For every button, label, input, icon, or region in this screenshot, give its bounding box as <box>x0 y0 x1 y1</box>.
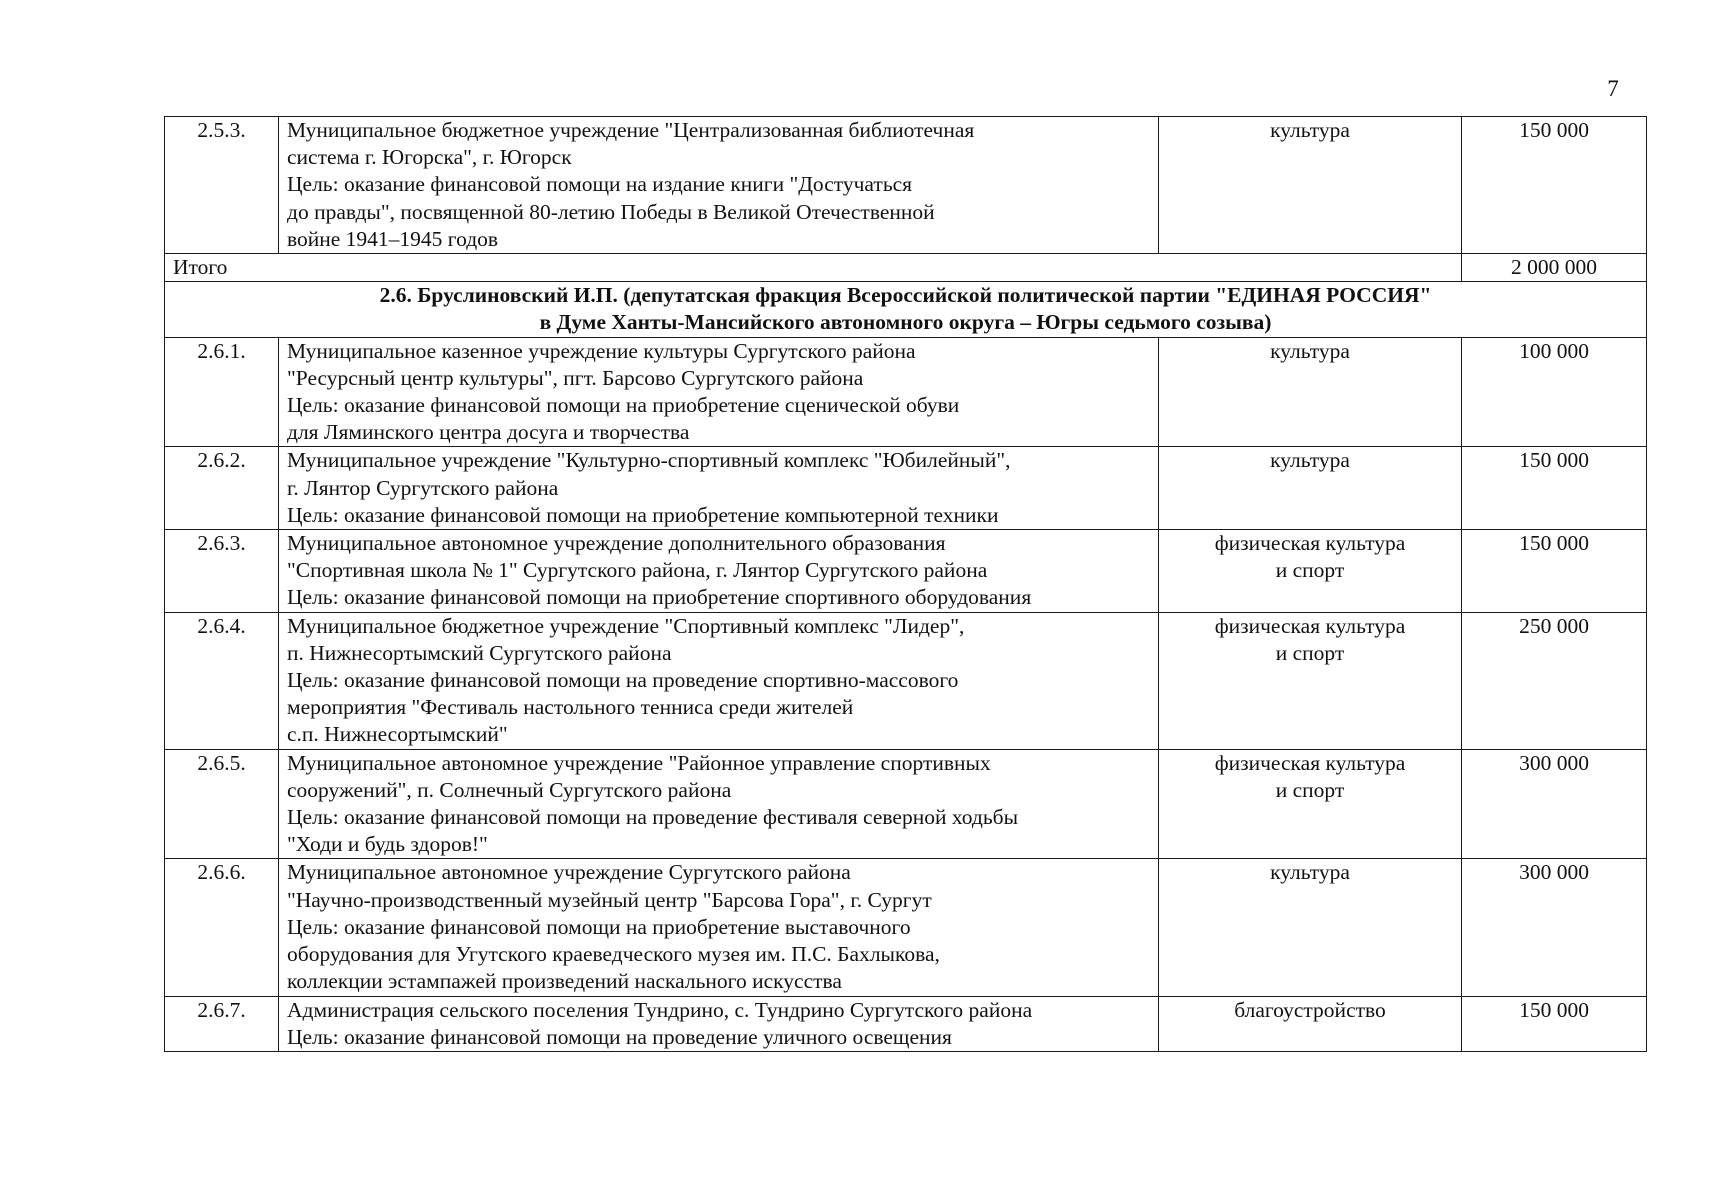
description-line: мероприятия "Фестиваль настольного тенниса среди жителей <box>287 695 854 720</box>
row-description <box>279 749 1159 859</box>
area-line: благоустройство <box>1234 997 1386 1022</box>
total-label: Итого <box>165 254 1462 282</box>
row-description <box>279 447 1159 530</box>
description-line: "Спортивная школа № 1" Сургутского района, г. Лянтор Сургутского района <box>287 558 988 583</box>
area-line: культура <box>1270 118 1350 142</box>
row-number: 2.6.6. <box>165 859 279 996</box>
row-sum: 300 000 <box>1462 859 1647 996</box>
row-description <box>279 996 1159 1051</box>
section-title-line: 2.6. Бруслиновский И.П. (депутатская фракция Всероссийской политической партии "ЕДИНАЯ РОССИЯ" <box>379 283 1432 308</box>
row-sum: 300 000 <box>1462 749 1647 859</box>
description-line: г. Лянтор Сургутского района <box>287 475 559 500</box>
description-line: Муниципальное автономное учреждение "Районное управление спортивных <box>287 750 991 775</box>
row-sum: 150 000 <box>1462 447 1647 530</box>
row-number: 2.6.5. <box>165 749 279 859</box>
row-area <box>1159 749 1462 859</box>
page-number: 7 <box>1607 76 1619 101</box>
description-line: сооружений", п. Солнечный Сургутского района <box>287 777 732 802</box>
area-line: и спорт <box>1275 640 1345 665</box>
table-row <box>165 117 1647 254</box>
row-sum: 250 000 <box>1462 612 1647 749</box>
row-description <box>279 530 1159 613</box>
row-number: 2.5.3. <box>165 117 279 254</box>
description-line: Администрация сельского поселения Тундрино, с. Тундрино Сургутского района <box>287 997 1033 1022</box>
area-line: физическая культура <box>1214 750 1406 775</box>
total-sum: 2 000 000 <box>1462 254 1647 282</box>
description-line: Муниципальное бюджетное учреждение "Спортивный комплекс "Лидер", <box>287 613 965 638</box>
row-area <box>1159 117 1462 254</box>
area-line: культура <box>1270 448 1350 473</box>
description-line: Муниципальное бюджетное учреждение "Централизованная библиотечная <box>287 118 975 142</box>
description-line: Цель: оказание финансовой помощи на приобретение сценической обуви <box>287 393 960 418</box>
description-line: Цель: оказание финансовой помощи на приобретение компьютерной техники <box>287 502 999 527</box>
grants-table-body <box>165 117 1647 1052</box>
row-sum: 150 000 <box>1462 996 1647 1051</box>
description-line: "Ресурсный центр культуры", пгт. Барсово Сургутского района <box>287 365 864 390</box>
row-number: 2.6.3. <box>165 530 279 613</box>
description-line: Цель: оказание финансовой помощи на проведение фестиваля северной ходьбы <box>287 805 1019 830</box>
row-description <box>279 337 1159 447</box>
description-line: оборудования для Угутского краеведческого музея им. П.С. Бахлыкова, <box>287 942 940 967</box>
description-line: коллекции эстампажей произведений наскального искусства <box>287 969 842 994</box>
row-description <box>279 117 1159 254</box>
area-line: и спорт <box>1275 777 1345 802</box>
area-line: физическая культура <box>1214 613 1406 638</box>
description-line: Цель: оказание финансовой помощи на проведение спортивно-массового <box>287 668 959 693</box>
area-line: культура <box>1270 860 1350 885</box>
description-line: "Ходи и будь здоров!" <box>287 832 488 857</box>
row-number: 2.6.2. <box>165 447 279 530</box>
description-line: "Научно-производственный музейный центр "Барсова Гора", г. Сургут <box>287 887 932 912</box>
row-area <box>1159 447 1462 530</box>
table-row <box>165 530 1647 613</box>
row-area <box>1159 337 1462 447</box>
description-line: с.п. Нижнесортымский" <box>287 722 508 747</box>
description-line: Цель: оказание финансовой помощи на приобретение спортивного оборудования <box>287 585 1032 610</box>
description-line: Муниципальное казенное учреждение культуры Сургутского района <box>287 338 916 363</box>
row-description <box>279 859 1159 996</box>
area-line: культура <box>1270 338 1350 363</box>
section-title <box>165 282 1647 337</box>
table-row <box>165 612 1647 749</box>
table-row <box>165 447 1647 530</box>
description-line: для Ляминского центра досуга и творчества <box>287 420 690 445</box>
row-sum: 150 000 <box>1462 530 1647 613</box>
row-number: 2.6.1. <box>165 337 279 447</box>
description-line: Цель: оказание финансовой помощи на издание книги "Достучаться <box>287 172 913 197</box>
table-row <box>165 996 1647 1051</box>
grants-table <box>164 116 1647 1052</box>
description-line: войне 1941–1945 годов <box>287 226 499 251</box>
table-row <box>165 749 1647 859</box>
description-line: Муниципальное учреждение "Культурно-спортивный комплекс "Юбилейный", <box>287 448 1011 473</box>
description-line: Муниципальное автономное учреждение дополнительного образования <box>287 531 946 556</box>
description-line: система г. Югорска", г. Югорск <box>287 145 572 170</box>
area-line: и спорт <box>1275 558 1345 583</box>
row-number: 2.6.7. <box>165 996 279 1051</box>
row-description <box>279 612 1159 749</box>
row-area <box>1159 996 1462 1051</box>
row-sum: 100 000 <box>1462 337 1647 447</box>
description-line: п. Нижнесортымский Сургутского района <box>287 640 672 665</box>
description-line: Муниципальное автономное учреждение Сургутского района <box>287 860 851 885</box>
area-line: физическая культура <box>1214 531 1406 556</box>
row-sum: 150 000 <box>1462 117 1647 254</box>
description-line: до правды", посвященной 80-летию Победы в Великой Отечественной <box>287 199 935 224</box>
section-row <box>165 282 1647 337</box>
row-number: 2.6.4. <box>165 612 279 749</box>
section-title-line: в Думе Ханты-Мансийского автономного округа – Югры седьмого созыва) <box>539 310 1272 335</box>
description-line: Цель: оказание финансовой помощи на приобретение выставочного <box>287 914 911 939</box>
total-row <box>165 254 1647 282</box>
table-row <box>165 859 1647 996</box>
row-area <box>1159 530 1462 613</box>
row-area <box>1159 612 1462 749</box>
description-line: Цель: оказание финансовой помощи на проведение уличного освещения <box>287 1024 952 1049</box>
row-area <box>1159 859 1462 996</box>
table-row <box>165 337 1647 447</box>
